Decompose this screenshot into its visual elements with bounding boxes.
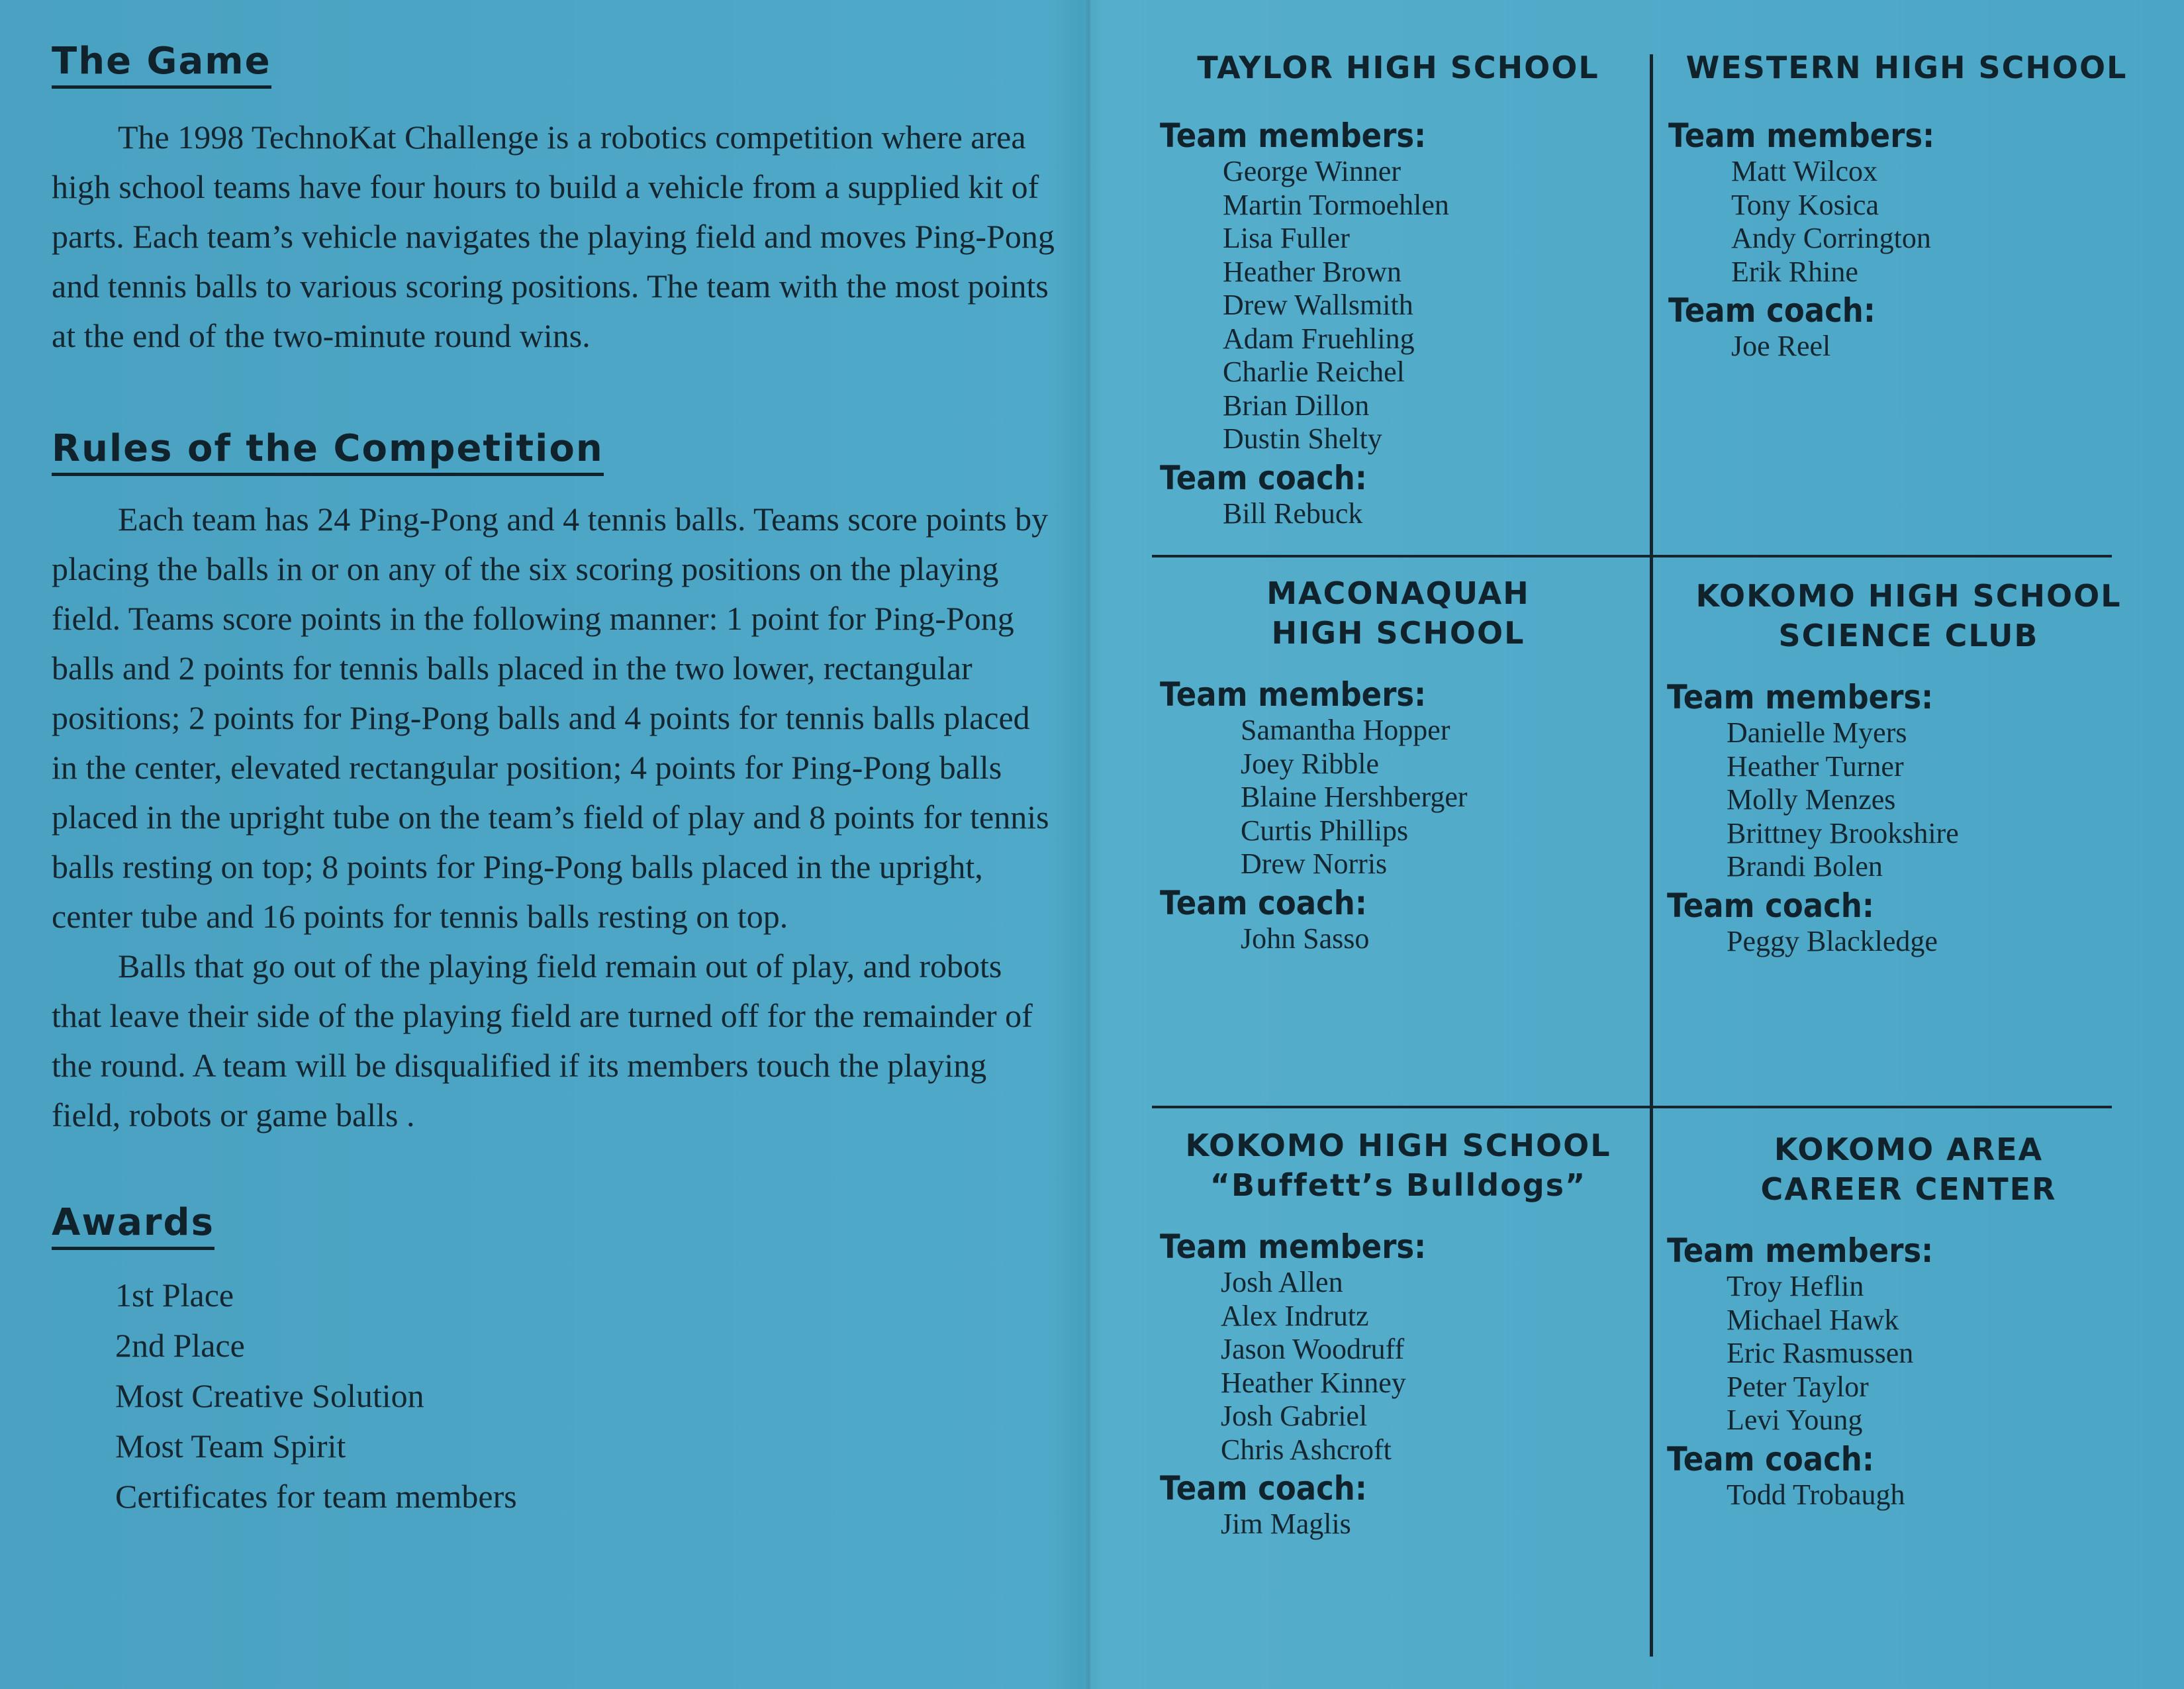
team-member: Peter Taylor xyxy=(1727,1370,1869,1403)
team-members-list xyxy=(1160,714,1637,881)
team-card-kokomo-bulldogs xyxy=(1160,1126,1637,1541)
team-members-label: Team members: xyxy=(1160,675,1427,714)
team-members-list xyxy=(1667,1270,2150,1437)
team-name: TAYLOR HIGH SCHOOL xyxy=(1197,50,1599,85)
award-item: Most Team Spirit xyxy=(115,1427,346,1465)
team-member: Heather Kinney xyxy=(1221,1366,1406,1399)
team-member: Brandi Bolen xyxy=(1727,850,1883,883)
awards-list xyxy=(52,1270,1058,1521)
team-member: Jason Woodruff xyxy=(1221,1333,1405,1365)
team-member: Levi Young xyxy=(1727,1404,1863,1436)
team-member: Tony Kosica xyxy=(1731,188,1879,221)
team-member: George Winner xyxy=(1223,155,1401,187)
team-name-line-1: KOKOMO AREA xyxy=(1774,1132,2044,1167)
team-card-kokomo-career-center xyxy=(1667,1130,2150,1512)
team-coach-list xyxy=(1667,1478,2150,1512)
team-coach-list xyxy=(1667,925,2150,959)
center-fold xyxy=(1086,0,1092,1689)
team-coach-label: Team coach: xyxy=(1667,886,1874,925)
team-member: Drew Norris xyxy=(1241,847,1388,880)
team-member: Martin Tormoehlen xyxy=(1223,188,1449,221)
rules-paragraph-1: Each team has 24 Ping-Pong and 4 tennis balls. Teams score points by placing the balls in or on any of the six scoring positions on the playing field. Teams score points in the following manner: 1 point for Ping-Pong balls and 2 points for tennis balls placed in the two lower, rectangular positions; 2 points for Ping-Pong balls and 4 points for tennis balls placed in the center, elevated rectangular position; 4 points for Ping-Pong balls placed in the upright tube on the team’s field of play and 8 points for tennis balls resting on top; 8 points for Ping-Pong balls placed in the upright, center tube and 16 points for tennis balls resting on top. xyxy=(52,501,1049,935)
team-coach: Todd Trobaugh xyxy=(1727,1478,1905,1511)
team-coach: Bill Rebuck xyxy=(1223,497,1363,530)
team-members-list xyxy=(1160,1266,1637,1467)
rules-heading: Rules of the Competition xyxy=(52,427,604,476)
team-member: Heather Brown xyxy=(1223,255,1402,288)
team-coach-list xyxy=(1160,497,1637,531)
team-name-line-2: HIGH SCHOOL xyxy=(1271,615,1525,651)
grid-vertical-divider xyxy=(1650,54,1653,1657)
team-members-list xyxy=(1667,716,2150,884)
team-member: Dustin Shelty xyxy=(1223,422,1382,455)
team-name-line-1: MACONAQUAH xyxy=(1266,575,1530,611)
team-member: Josh Gabriel xyxy=(1221,1400,1368,1432)
team-coach-list xyxy=(1160,1508,1637,1541)
team-member: Molly Menzes xyxy=(1727,783,1896,816)
team-name-line-1: KOKOMO HIGH SCHOOL xyxy=(1695,578,2122,614)
grid-horizontal-divider-2 xyxy=(1152,1106,2112,1108)
team-member: Samantha Hopper xyxy=(1241,714,1450,746)
team-name-line-2: “Buffett’s Bulldogs” xyxy=(1210,1167,1587,1203)
team-coach-label: Team coach: xyxy=(1667,1439,1874,1478)
game-paragraph: The 1998 TechnoKat Challenge is a robotics competition where area high school teams have four hours to build a vehicle from a supplied kit of parts. Each team’s vehicle navigates the playing field and moves Ping-Pong and tennis balls to various scoring positions. The team with the most points at the end of the two-minute round wins. xyxy=(52,119,1055,354)
team-member: Chris Ashcroft xyxy=(1221,1433,1392,1466)
awards-heading: Awards xyxy=(52,1201,214,1250)
team-members-list xyxy=(1160,155,1637,456)
team-member: Erik Rhine xyxy=(1731,255,1858,288)
team-coach-label: Team coach: xyxy=(1160,883,1367,922)
team-coach-label: Team coach: xyxy=(1160,458,1367,497)
team-member: Eric Rasmussen xyxy=(1727,1337,1914,1369)
team-member: Josh Allen xyxy=(1221,1266,1343,1298)
team-coach: Peggy Blackledge xyxy=(1727,924,1938,957)
team-members-label: Team members: xyxy=(1667,1231,1934,1270)
grid-horizontal-divider-1 xyxy=(1152,555,2112,557)
team-name-line-1: KOKOMO HIGH SCHOOL xyxy=(1185,1128,1611,1163)
award-item: 1st Place xyxy=(115,1277,234,1314)
team-member: Drew Wallsmith xyxy=(1223,289,1413,321)
team-member: Brian Dillon xyxy=(1223,389,1370,422)
team-members-label: Team members: xyxy=(1667,678,1934,716)
team-member: Matt Wilcox xyxy=(1731,155,1878,187)
team-member: Danielle Myers xyxy=(1727,716,1907,749)
team-member: Heather Turner xyxy=(1727,749,1904,783)
award-item: 2nd Place xyxy=(115,1327,245,1364)
award-item: Most Creative Solution xyxy=(115,1377,424,1414)
team-member: Michael Hawk xyxy=(1727,1303,1899,1336)
left-panel xyxy=(52,40,1058,1521)
team-card-western xyxy=(1668,48,2145,363)
team-coach: John Sasso xyxy=(1241,922,1370,955)
team-card-taylor xyxy=(1160,48,1637,530)
team-member: Joey Ribble xyxy=(1241,747,1379,780)
team-members-label: Team members: xyxy=(1160,1228,1427,1266)
team-member: Charlie Reichel xyxy=(1223,356,1405,388)
team-name: WESTERN HIGH SCHOOL xyxy=(1685,50,2128,85)
rules-paragraph-2: Balls that go out of the playing field remain out of play, and robots that leave their side of the playing field are turned off for the remainder of the round. A team will be disqualified if its members touch the playing field, robots or game balls . xyxy=(52,947,1033,1134)
team-member: Andy Corrington xyxy=(1731,222,1931,254)
award-item: Certificates for team members xyxy=(115,1478,517,1515)
team-member: Adam Fruehling xyxy=(1223,322,1415,355)
team-coach-label: Team coach: xyxy=(1668,291,1875,330)
team-member: Troy Heflin xyxy=(1727,1270,1864,1302)
team-name-line-2: CAREER CENTER xyxy=(1760,1171,2057,1207)
team-members-label: Team members: xyxy=(1160,117,1427,155)
team-member: Lisa Fuller xyxy=(1223,222,1350,254)
team-coach-list xyxy=(1160,922,1637,956)
team-members-label: Team members: xyxy=(1668,117,1935,155)
team-name-line-2: SCIENCE CLUB xyxy=(1778,618,2039,653)
team-member: Alex Indrutz xyxy=(1221,1299,1369,1332)
team-members-list xyxy=(1668,155,2145,289)
team-coach: Joe Reel xyxy=(1731,330,1831,362)
team-member: Brittney Brookshire xyxy=(1727,816,1959,849)
team-card-maconaquah xyxy=(1160,573,1637,955)
team-card-kokomo-science-club xyxy=(1667,576,2150,958)
team-member: Curtis Phillips xyxy=(1241,814,1409,847)
game-heading: The Game xyxy=(52,40,271,89)
team-member: Blaine Hershberger xyxy=(1241,781,1468,813)
team-coach: Jim Maglis xyxy=(1221,1508,1351,1540)
team-coach-label: Team coach: xyxy=(1160,1469,1367,1508)
team-coach-list xyxy=(1668,330,2145,363)
